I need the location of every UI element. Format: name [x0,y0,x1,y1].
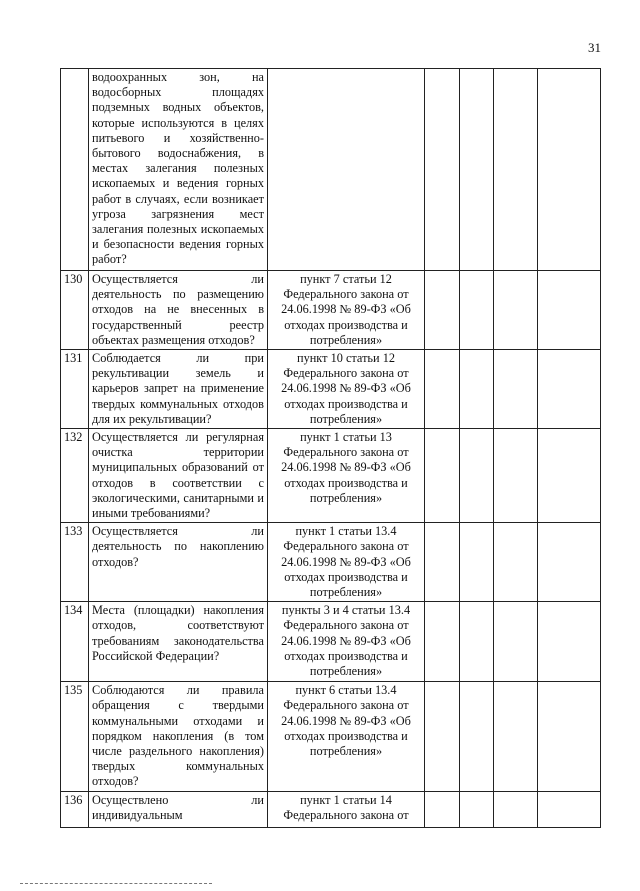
answer-cell [425,350,460,429]
table-row [61,682,601,791]
table-row [61,350,601,429]
legal-basis-cell: пункты 3 и 4 статьи 13.4 Федерального закона от 24.06.1998 № 89-ФЗ «Об отходах производства и потребления» [268,602,425,682]
table-row [61,429,601,523]
table-row [61,523,601,602]
question-cell: Места (площадки) накопления отходов, соответствуют требованиям законодательства Российской Федерации? [89,602,268,682]
question-cell: Осуществляется ли деятельность по накоплению отходов? [89,523,268,602]
answer-cell [425,791,460,827]
answer-cell [494,791,538,827]
answer-cell [494,602,538,682]
row-number: 132 [61,429,89,523]
notes-cell [538,429,601,523]
table-row [61,271,601,350]
row-number: 136 [61,791,89,827]
question-cell: Осуществляется ли деятельность по размещению отходов на не внесенных в государственный реестр объектах размещения отходов? [89,271,268,350]
answer-cell [460,602,494,682]
footer-rule [20,883,212,884]
answer-cell [494,350,538,429]
answer-cell [494,429,538,523]
legal-basis-cell: пункт 10 статьи 12 Федерального закона от 24.06.1998 № 89-ФЗ «Об отходах производства и потребления» [268,350,425,429]
notes-cell [538,350,601,429]
notes-cell [538,271,601,350]
question-cell: Соблюдаются ли правила обращения с твердыми коммунальными отходами и порядком накопления (в том числе раздельного накопления) твердых коммунальных отходов? [89,682,268,791]
answer-cell [494,682,538,791]
row-number [61,69,89,271]
answer-cell [460,350,494,429]
answer-cell [460,69,494,271]
notes-cell [538,523,601,602]
legal-basis-cell: пункт 1 статьи 14 Федерального закона от [268,791,425,827]
question-cell: Осуществляется ли регулярная очистка территории муниципальных образований от отходов в соответствии с экологическими, санитарными и иными требованиями? [89,429,268,523]
legal-basis-cell: пункт 6 статьи 13.4 Федерального закона от 24.06.1998 № 89-ФЗ «Об отходах производства и потребления» [268,682,425,791]
table-row [61,791,601,827]
row-number: 134 [61,602,89,682]
legal-basis-cell [268,69,425,271]
answer-cell [494,271,538,350]
answer-cell [494,523,538,602]
checklist-table [60,68,601,828]
question-cell: водоохранных зон, на водосборных площадях подземных водных объектов, которые используются в целях питьевого и хозяйственно-бытового водоснабжения, в местах залегания полезных ископаемых и ведения горных работ в случаях, если возникает угроза загрязнения мест залегания полезных ископаемых и безопасности ведения горных работ? [89,69,268,271]
answer-cell [460,682,494,791]
table-row [61,69,601,271]
answer-cell [460,791,494,827]
page-number: 31 [588,40,601,55]
answer-cell [460,523,494,602]
answer-cell [494,69,538,271]
notes-cell [538,682,601,791]
row-number: 130 [61,271,89,350]
notes-cell [538,791,601,827]
answer-cell [425,523,460,602]
row-number: 133 [61,523,89,602]
notes-cell [538,602,601,682]
legal-basis-cell: пункт 7 статьи 12 Федерального закона от 24.06.1998 № 89-ФЗ «Об отходах производства и потребления» [268,271,425,350]
answer-cell [425,271,460,350]
row-number: 135 [61,682,89,791]
answer-cell [460,429,494,523]
answer-cell [460,271,494,350]
answer-cell [425,682,460,791]
answer-cell [425,429,460,523]
question-cell: Соблюдается ли при рекультивации земель и карьеров запрет на применение твердых коммунальных отходов для их рекультивации? [89,350,268,429]
table-row [61,602,601,682]
notes-cell [538,69,601,271]
answer-cell [425,602,460,682]
row-number: 131 [61,350,89,429]
answer-cell [425,69,460,271]
legal-basis-cell: пункт 1 статьи 13.4 Федерального закона от 24.06.1998 № 89-ФЗ «Об отходах производства и потребления» [268,523,425,602]
legal-basis-cell: пункт 1 статьи 13 Федерального закона от 24.06.1998 № 89-ФЗ «Об отходах производства и потребления» [268,429,425,523]
question-cell: Осуществлено ли индивидуальным [89,791,268,827]
